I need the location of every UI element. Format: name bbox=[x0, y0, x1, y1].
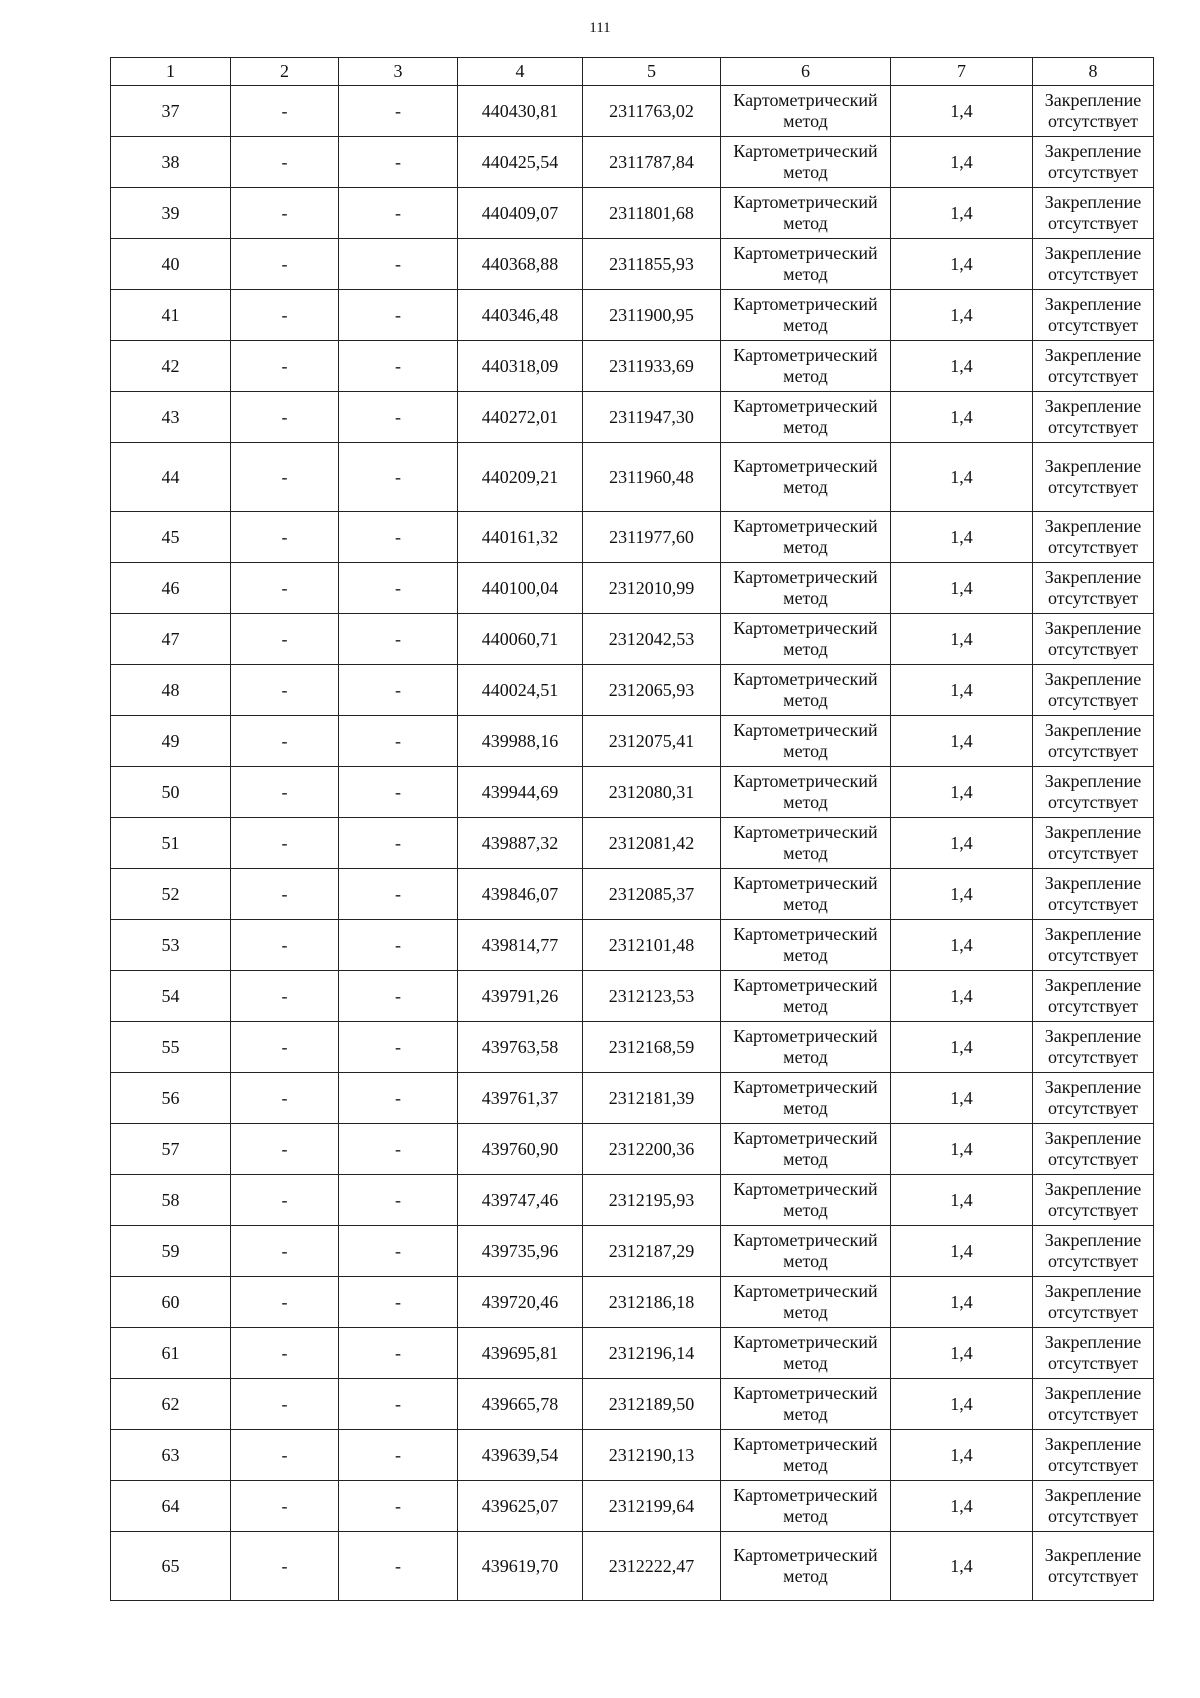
accuracy-cell: 1,4 bbox=[891, 1175, 1033, 1226]
table-row bbox=[111, 767, 1154, 818]
y-coordinate-cell: 2311801,68 bbox=[583, 188, 721, 239]
marking-cell: Закрепление отсутствует bbox=[1033, 1277, 1154, 1328]
marking-cell: Закрепление отсутствует bbox=[1033, 392, 1154, 443]
y-coordinate-cell: 2311900,95 bbox=[583, 290, 721, 341]
x-coordinate-cell: 440368,88 bbox=[458, 239, 583, 290]
point-number-cell: 59 bbox=[111, 1226, 231, 1277]
method-cell: Картометрический метод bbox=[721, 392, 891, 443]
col2-cell: - bbox=[231, 716, 339, 767]
col3-cell: - bbox=[339, 614, 458, 665]
accuracy-cell: 1,4 bbox=[891, 563, 1033, 614]
header-row bbox=[111, 58, 1154, 86]
accuracy-cell: 1,4 bbox=[891, 239, 1033, 290]
point-number-cell: 46 bbox=[111, 563, 231, 614]
accuracy-cell: 1,4 bbox=[891, 971, 1033, 1022]
y-coordinate-cell: 2312168,59 bbox=[583, 1022, 721, 1073]
marking-cell: Закрепление отсутствует bbox=[1033, 1328, 1154, 1379]
x-coordinate-cell: 440060,71 bbox=[458, 614, 583, 665]
y-coordinate-cell: 2312181,39 bbox=[583, 1073, 721, 1124]
accuracy-cell: 1,4 bbox=[891, 392, 1033, 443]
point-number-cell: 48 bbox=[111, 665, 231, 716]
table-row bbox=[111, 290, 1154, 341]
method-cell: Картометрический метод bbox=[721, 512, 891, 563]
point-number-cell: 61 bbox=[111, 1328, 231, 1379]
column-header-2: 2 bbox=[231, 58, 339, 86]
col3-cell: - bbox=[339, 392, 458, 443]
accuracy-cell: 1,4 bbox=[891, 137, 1033, 188]
y-coordinate-cell: 2312222,47 bbox=[583, 1532, 721, 1601]
table-row bbox=[111, 971, 1154, 1022]
col3-cell: - bbox=[339, 1073, 458, 1124]
accuracy-cell: 1,4 bbox=[891, 1532, 1033, 1601]
col3-cell: - bbox=[339, 869, 458, 920]
col2-cell: - bbox=[231, 443, 339, 512]
col3-cell: - bbox=[339, 665, 458, 716]
x-coordinate-cell: 439988,16 bbox=[458, 716, 583, 767]
col3-cell: - bbox=[339, 1532, 458, 1601]
method-cell: Картометрический метод bbox=[721, 1073, 891, 1124]
col2-cell: - bbox=[231, 341, 339, 392]
accuracy-cell: 1,4 bbox=[891, 869, 1033, 920]
method-cell: Картометрический метод bbox=[721, 443, 891, 512]
col2-cell: - bbox=[231, 512, 339, 563]
col2-cell: - bbox=[231, 1022, 339, 1073]
col2-cell: - bbox=[231, 86, 339, 137]
method-cell: Картометрический метод bbox=[721, 665, 891, 716]
col2-cell: - bbox=[231, 188, 339, 239]
accuracy-cell: 1,4 bbox=[891, 767, 1033, 818]
y-coordinate-cell: 2312042,53 bbox=[583, 614, 721, 665]
accuracy-cell: 1,4 bbox=[891, 188, 1033, 239]
y-coordinate-cell: 2312085,37 bbox=[583, 869, 721, 920]
accuracy-cell: 1,4 bbox=[891, 1226, 1033, 1277]
x-coordinate-cell: 439735,96 bbox=[458, 1226, 583, 1277]
col2-cell: - bbox=[231, 614, 339, 665]
col2-cell: - bbox=[231, 767, 339, 818]
x-coordinate-cell: 440024,51 bbox=[458, 665, 583, 716]
x-coordinate-cell: 439747,46 bbox=[458, 1175, 583, 1226]
marking-cell: Закрепление отсутствует bbox=[1033, 137, 1154, 188]
col3-cell: - bbox=[339, 1481, 458, 1532]
point-number-cell: 64 bbox=[111, 1481, 231, 1532]
col3-cell: - bbox=[339, 1022, 458, 1073]
marking-cell: Закрепление отсутствует bbox=[1033, 1124, 1154, 1175]
y-coordinate-cell: 2312123,53 bbox=[583, 971, 721, 1022]
point-number-cell: 39 bbox=[111, 188, 231, 239]
table-row bbox=[111, 1430, 1154, 1481]
table-row bbox=[111, 665, 1154, 716]
table-row bbox=[111, 1481, 1154, 1532]
table-row bbox=[111, 1328, 1154, 1379]
col2-cell: - bbox=[231, 392, 339, 443]
table-row bbox=[111, 188, 1154, 239]
method-cell: Картометрический метод bbox=[721, 188, 891, 239]
point-number-cell: 63 bbox=[111, 1430, 231, 1481]
col2-cell: - bbox=[231, 563, 339, 614]
table-row bbox=[111, 1532, 1154, 1601]
accuracy-cell: 1,4 bbox=[891, 86, 1033, 137]
col2-cell: - bbox=[231, 1124, 339, 1175]
x-coordinate-cell: 439665,78 bbox=[458, 1379, 583, 1430]
accuracy-cell: 1,4 bbox=[891, 443, 1033, 512]
x-coordinate-cell: 440161,32 bbox=[458, 512, 583, 563]
marking-cell: Закрепление отсутствует bbox=[1033, 614, 1154, 665]
col2-cell: - bbox=[231, 1532, 339, 1601]
method-cell: Картометрический метод bbox=[721, 341, 891, 392]
point-number-cell: 58 bbox=[111, 1175, 231, 1226]
x-coordinate-cell: 440272,01 bbox=[458, 392, 583, 443]
col2-cell: - bbox=[231, 137, 339, 188]
point-number-cell: 60 bbox=[111, 1277, 231, 1328]
method-cell: Картометрический метод bbox=[721, 1175, 891, 1226]
method-cell: Картометрический метод bbox=[721, 1481, 891, 1532]
accuracy-cell: 1,4 bbox=[891, 341, 1033, 392]
point-number-cell: 37 bbox=[111, 86, 231, 137]
point-number-cell: 51 bbox=[111, 818, 231, 869]
y-coordinate-cell: 2311855,93 bbox=[583, 239, 721, 290]
col2-cell: - bbox=[231, 1073, 339, 1124]
marking-cell: Закрепление отсутствует bbox=[1033, 1175, 1154, 1226]
point-number-cell: 62 bbox=[111, 1379, 231, 1430]
x-coordinate-cell: 439846,07 bbox=[458, 869, 583, 920]
col3-cell: - bbox=[339, 1175, 458, 1226]
x-coordinate-cell: 439720,46 bbox=[458, 1277, 583, 1328]
accuracy-cell: 1,4 bbox=[891, 716, 1033, 767]
method-cell: Картометрический метод bbox=[721, 1277, 891, 1328]
point-number-cell: 43 bbox=[111, 392, 231, 443]
method-cell: Картометрический метод bbox=[721, 818, 891, 869]
y-coordinate-cell: 2312065,93 bbox=[583, 665, 721, 716]
marking-cell: Закрепление отсутствует bbox=[1033, 767, 1154, 818]
col3-cell: - bbox=[339, 137, 458, 188]
accuracy-cell: 1,4 bbox=[891, 512, 1033, 563]
y-coordinate-cell: 2311763,02 bbox=[583, 86, 721, 137]
marking-cell: Закрепление отсутствует bbox=[1033, 716, 1154, 767]
x-coordinate-cell: 440209,21 bbox=[458, 443, 583, 512]
x-coordinate-cell: 439639,54 bbox=[458, 1430, 583, 1481]
y-coordinate-cell: 2312190,13 bbox=[583, 1430, 721, 1481]
x-coordinate-cell: 439760,90 bbox=[458, 1124, 583, 1175]
accuracy-cell: 1,4 bbox=[891, 1481, 1033, 1532]
point-number-cell: 55 bbox=[111, 1022, 231, 1073]
marking-cell: Закрепление отсутствует bbox=[1033, 86, 1154, 137]
y-coordinate-cell: 2312189,50 bbox=[583, 1379, 721, 1430]
marking-cell: Закрепление отсутствует bbox=[1033, 188, 1154, 239]
table-header bbox=[111, 58, 1154, 86]
point-number-cell: 44 bbox=[111, 443, 231, 512]
y-coordinate-cell: 2312196,14 bbox=[583, 1328, 721, 1379]
x-coordinate-cell: 439814,77 bbox=[458, 920, 583, 971]
y-coordinate-cell: 2312080,31 bbox=[583, 767, 721, 818]
marking-cell: Закрепление отсутствует bbox=[1033, 818, 1154, 869]
col3-cell: - bbox=[339, 1379, 458, 1430]
table-row bbox=[111, 239, 1154, 290]
point-number-cell: 41 bbox=[111, 290, 231, 341]
column-header-7: 7 bbox=[891, 58, 1033, 86]
point-number-cell: 38 bbox=[111, 137, 231, 188]
point-number-cell: 50 bbox=[111, 767, 231, 818]
method-cell: Картометрический метод bbox=[721, 1124, 891, 1175]
table-row bbox=[111, 563, 1154, 614]
method-cell: Картометрический метод bbox=[721, 1379, 891, 1430]
col2-cell: - bbox=[231, 239, 339, 290]
col2-cell: - bbox=[231, 665, 339, 716]
point-number-cell: 45 bbox=[111, 512, 231, 563]
col2-cell: - bbox=[231, 290, 339, 341]
table-row bbox=[111, 512, 1154, 563]
column-header-4: 4 bbox=[458, 58, 583, 86]
method-cell: Картометрический метод bbox=[721, 869, 891, 920]
page-number: 111 bbox=[589, 20, 611, 36]
col2-cell: - bbox=[231, 818, 339, 869]
point-number-cell: 40 bbox=[111, 239, 231, 290]
col3-cell: - bbox=[339, 86, 458, 137]
table-row bbox=[111, 1124, 1154, 1175]
y-coordinate-cell: 2312199,64 bbox=[583, 1481, 721, 1532]
point-number-cell: 52 bbox=[111, 869, 231, 920]
point-number-cell: 57 bbox=[111, 1124, 231, 1175]
column-header-3: 3 bbox=[339, 58, 458, 86]
method-cell: Картометрический метод bbox=[721, 86, 891, 137]
method-cell: Картометрический метод bbox=[721, 563, 891, 614]
col3-cell: - bbox=[339, 443, 458, 512]
col2-cell: - bbox=[231, 1328, 339, 1379]
accuracy-cell: 1,4 bbox=[891, 920, 1033, 971]
y-coordinate-cell: 2311977,60 bbox=[583, 512, 721, 563]
point-number-cell: 56 bbox=[111, 1073, 231, 1124]
col2-cell: - bbox=[231, 1175, 339, 1226]
x-coordinate-cell: 439763,58 bbox=[458, 1022, 583, 1073]
accuracy-cell: 1,4 bbox=[891, 290, 1033, 341]
y-coordinate-cell: 2312010,99 bbox=[583, 563, 721, 614]
marking-cell: Закрепление отсутствует bbox=[1033, 443, 1154, 512]
table-row bbox=[111, 341, 1154, 392]
y-coordinate-cell: 2312081,42 bbox=[583, 818, 721, 869]
table-row bbox=[111, 443, 1154, 512]
method-cell: Картометрический метод bbox=[721, 1532, 891, 1601]
x-coordinate-cell: 440425,54 bbox=[458, 137, 583, 188]
x-coordinate-cell: 439944,69 bbox=[458, 767, 583, 818]
col3-cell: - bbox=[339, 341, 458, 392]
marking-cell: Закрепление отсутствует bbox=[1033, 1073, 1154, 1124]
method-cell: Картометрический метод bbox=[721, 971, 891, 1022]
col2-cell: - bbox=[231, 971, 339, 1022]
marking-cell: Закрепление отсутствует bbox=[1033, 1022, 1154, 1073]
method-cell: Картометрический метод bbox=[721, 290, 891, 341]
method-cell: Картометрический метод bbox=[721, 614, 891, 665]
y-coordinate-cell: 2311960,48 bbox=[583, 443, 721, 512]
method-cell: Картометрический метод bbox=[721, 239, 891, 290]
col3-cell: - bbox=[339, 1226, 458, 1277]
x-coordinate-cell: 440318,09 bbox=[458, 341, 583, 392]
accuracy-cell: 1,4 bbox=[891, 1328, 1033, 1379]
y-coordinate-cell: 2311933,69 bbox=[583, 341, 721, 392]
marking-cell: Закрепление отсутствует bbox=[1033, 971, 1154, 1022]
method-cell: Картометрический метод bbox=[721, 716, 891, 767]
col3-cell: - bbox=[339, 239, 458, 290]
table-row bbox=[111, 1277, 1154, 1328]
y-coordinate-cell: 2312195,93 bbox=[583, 1175, 721, 1226]
table-row bbox=[111, 614, 1154, 665]
accuracy-cell: 1,4 bbox=[891, 1277, 1033, 1328]
table-row bbox=[111, 1073, 1154, 1124]
col2-cell: - bbox=[231, 869, 339, 920]
table-row bbox=[111, 392, 1154, 443]
point-number-cell: 42 bbox=[111, 341, 231, 392]
y-coordinate-cell: 2312075,41 bbox=[583, 716, 721, 767]
marking-cell: Закрепление отсутствует bbox=[1033, 1481, 1154, 1532]
table-row bbox=[111, 818, 1154, 869]
x-coordinate-cell: 440346,48 bbox=[458, 290, 583, 341]
column-header-5: 5 bbox=[583, 58, 721, 86]
table-row bbox=[111, 716, 1154, 767]
table-row bbox=[111, 920, 1154, 971]
x-coordinate-cell: 439887,32 bbox=[458, 818, 583, 869]
table-row bbox=[111, 137, 1154, 188]
col2-cell: - bbox=[231, 920, 339, 971]
x-coordinate-cell: 439791,26 bbox=[458, 971, 583, 1022]
marking-cell: Закрепление отсутствует bbox=[1033, 512, 1154, 563]
table-body bbox=[111, 86, 1154, 1601]
x-coordinate-cell: 440100,04 bbox=[458, 563, 583, 614]
col3-cell: - bbox=[339, 1430, 458, 1481]
y-coordinate-cell: 2311947,30 bbox=[583, 392, 721, 443]
marking-cell: Закрепление отсутствует bbox=[1033, 1379, 1154, 1430]
accuracy-cell: 1,4 bbox=[891, 1022, 1033, 1073]
column-header-6: 6 bbox=[721, 58, 891, 86]
method-cell: Картометрический метод bbox=[721, 1328, 891, 1379]
column-header-1: 1 bbox=[111, 58, 231, 86]
point-number-cell: 49 bbox=[111, 716, 231, 767]
column-header-8: 8 bbox=[1033, 58, 1154, 86]
col3-cell: - bbox=[339, 716, 458, 767]
marking-cell: Закрепление отсутствует bbox=[1033, 665, 1154, 716]
method-cell: Картометрический метод bbox=[721, 1022, 891, 1073]
method-cell: Картометрический метод bbox=[721, 767, 891, 818]
marking-cell: Закрепление отсутствует bbox=[1033, 1532, 1154, 1601]
accuracy-cell: 1,4 bbox=[891, 1430, 1033, 1481]
method-cell: Картометрический метод bbox=[721, 137, 891, 188]
marking-cell: Закрепление отсутствует bbox=[1033, 239, 1154, 290]
accuracy-cell: 1,4 bbox=[891, 1379, 1033, 1430]
col3-cell: - bbox=[339, 290, 458, 341]
x-coordinate-cell: 439761,37 bbox=[458, 1073, 583, 1124]
method-cell: Картометрический метод bbox=[721, 1430, 891, 1481]
accuracy-cell: 1,4 bbox=[891, 614, 1033, 665]
point-number-cell: 65 bbox=[111, 1532, 231, 1601]
marking-cell: Закрепление отсутствует bbox=[1033, 290, 1154, 341]
col3-cell: - bbox=[339, 563, 458, 614]
col3-cell: - bbox=[339, 1124, 458, 1175]
y-coordinate-cell: 2312200,36 bbox=[583, 1124, 721, 1175]
marking-cell: Закрепление отсутствует bbox=[1033, 920, 1154, 971]
col2-cell: - bbox=[231, 1379, 339, 1430]
accuracy-cell: 1,4 bbox=[891, 1073, 1033, 1124]
y-coordinate-cell: 2312186,18 bbox=[583, 1277, 721, 1328]
marking-cell: Закрепление отсутствует bbox=[1033, 869, 1154, 920]
table-row bbox=[111, 869, 1154, 920]
table-row bbox=[111, 86, 1154, 137]
col3-cell: - bbox=[339, 818, 458, 869]
x-coordinate-cell: 440430,81 bbox=[458, 86, 583, 137]
table-row bbox=[111, 1175, 1154, 1226]
y-coordinate-cell: 2311787,84 bbox=[583, 137, 721, 188]
col3-cell: - bbox=[339, 767, 458, 818]
x-coordinate-cell: 439625,07 bbox=[458, 1481, 583, 1532]
col2-cell: - bbox=[231, 1481, 339, 1532]
table-row bbox=[111, 1379, 1154, 1430]
y-coordinate-cell: 2312101,48 bbox=[583, 920, 721, 971]
marking-cell: Закрепление отсутствует bbox=[1033, 1226, 1154, 1277]
col3-cell: - bbox=[339, 512, 458, 563]
col3-cell: - bbox=[339, 188, 458, 239]
marking-cell: Закрепление отсутствует bbox=[1033, 563, 1154, 614]
x-coordinate-cell: 440409,07 bbox=[458, 188, 583, 239]
y-coordinate-cell: 2312187,29 bbox=[583, 1226, 721, 1277]
accuracy-cell: 1,4 bbox=[891, 665, 1033, 716]
accuracy-cell: 1,4 bbox=[891, 818, 1033, 869]
marking-cell: Закрепление отсутствует bbox=[1033, 1430, 1154, 1481]
col2-cell: - bbox=[231, 1226, 339, 1277]
col3-cell: - bbox=[339, 971, 458, 1022]
col3-cell: - bbox=[339, 920, 458, 971]
table-row bbox=[111, 1226, 1154, 1277]
point-number-cell: 53 bbox=[111, 920, 231, 971]
col3-cell: - bbox=[339, 1328, 458, 1379]
marking-cell: Закрепление отсутствует bbox=[1033, 341, 1154, 392]
x-coordinate-cell: 439619,70 bbox=[458, 1532, 583, 1601]
accuracy-cell: 1,4 bbox=[891, 1124, 1033, 1175]
coordinates-table bbox=[110, 57, 1154, 1601]
col2-cell: - bbox=[231, 1430, 339, 1481]
point-number-cell: 54 bbox=[111, 971, 231, 1022]
method-cell: Картометрический метод bbox=[721, 920, 891, 971]
x-coordinate-cell: 439695,81 bbox=[458, 1328, 583, 1379]
point-number-cell: 47 bbox=[111, 614, 231, 665]
col3-cell: - bbox=[339, 1277, 458, 1328]
col2-cell: - bbox=[231, 1277, 339, 1328]
method-cell: Картометрический метод bbox=[721, 1226, 891, 1277]
table-row bbox=[111, 1022, 1154, 1073]
